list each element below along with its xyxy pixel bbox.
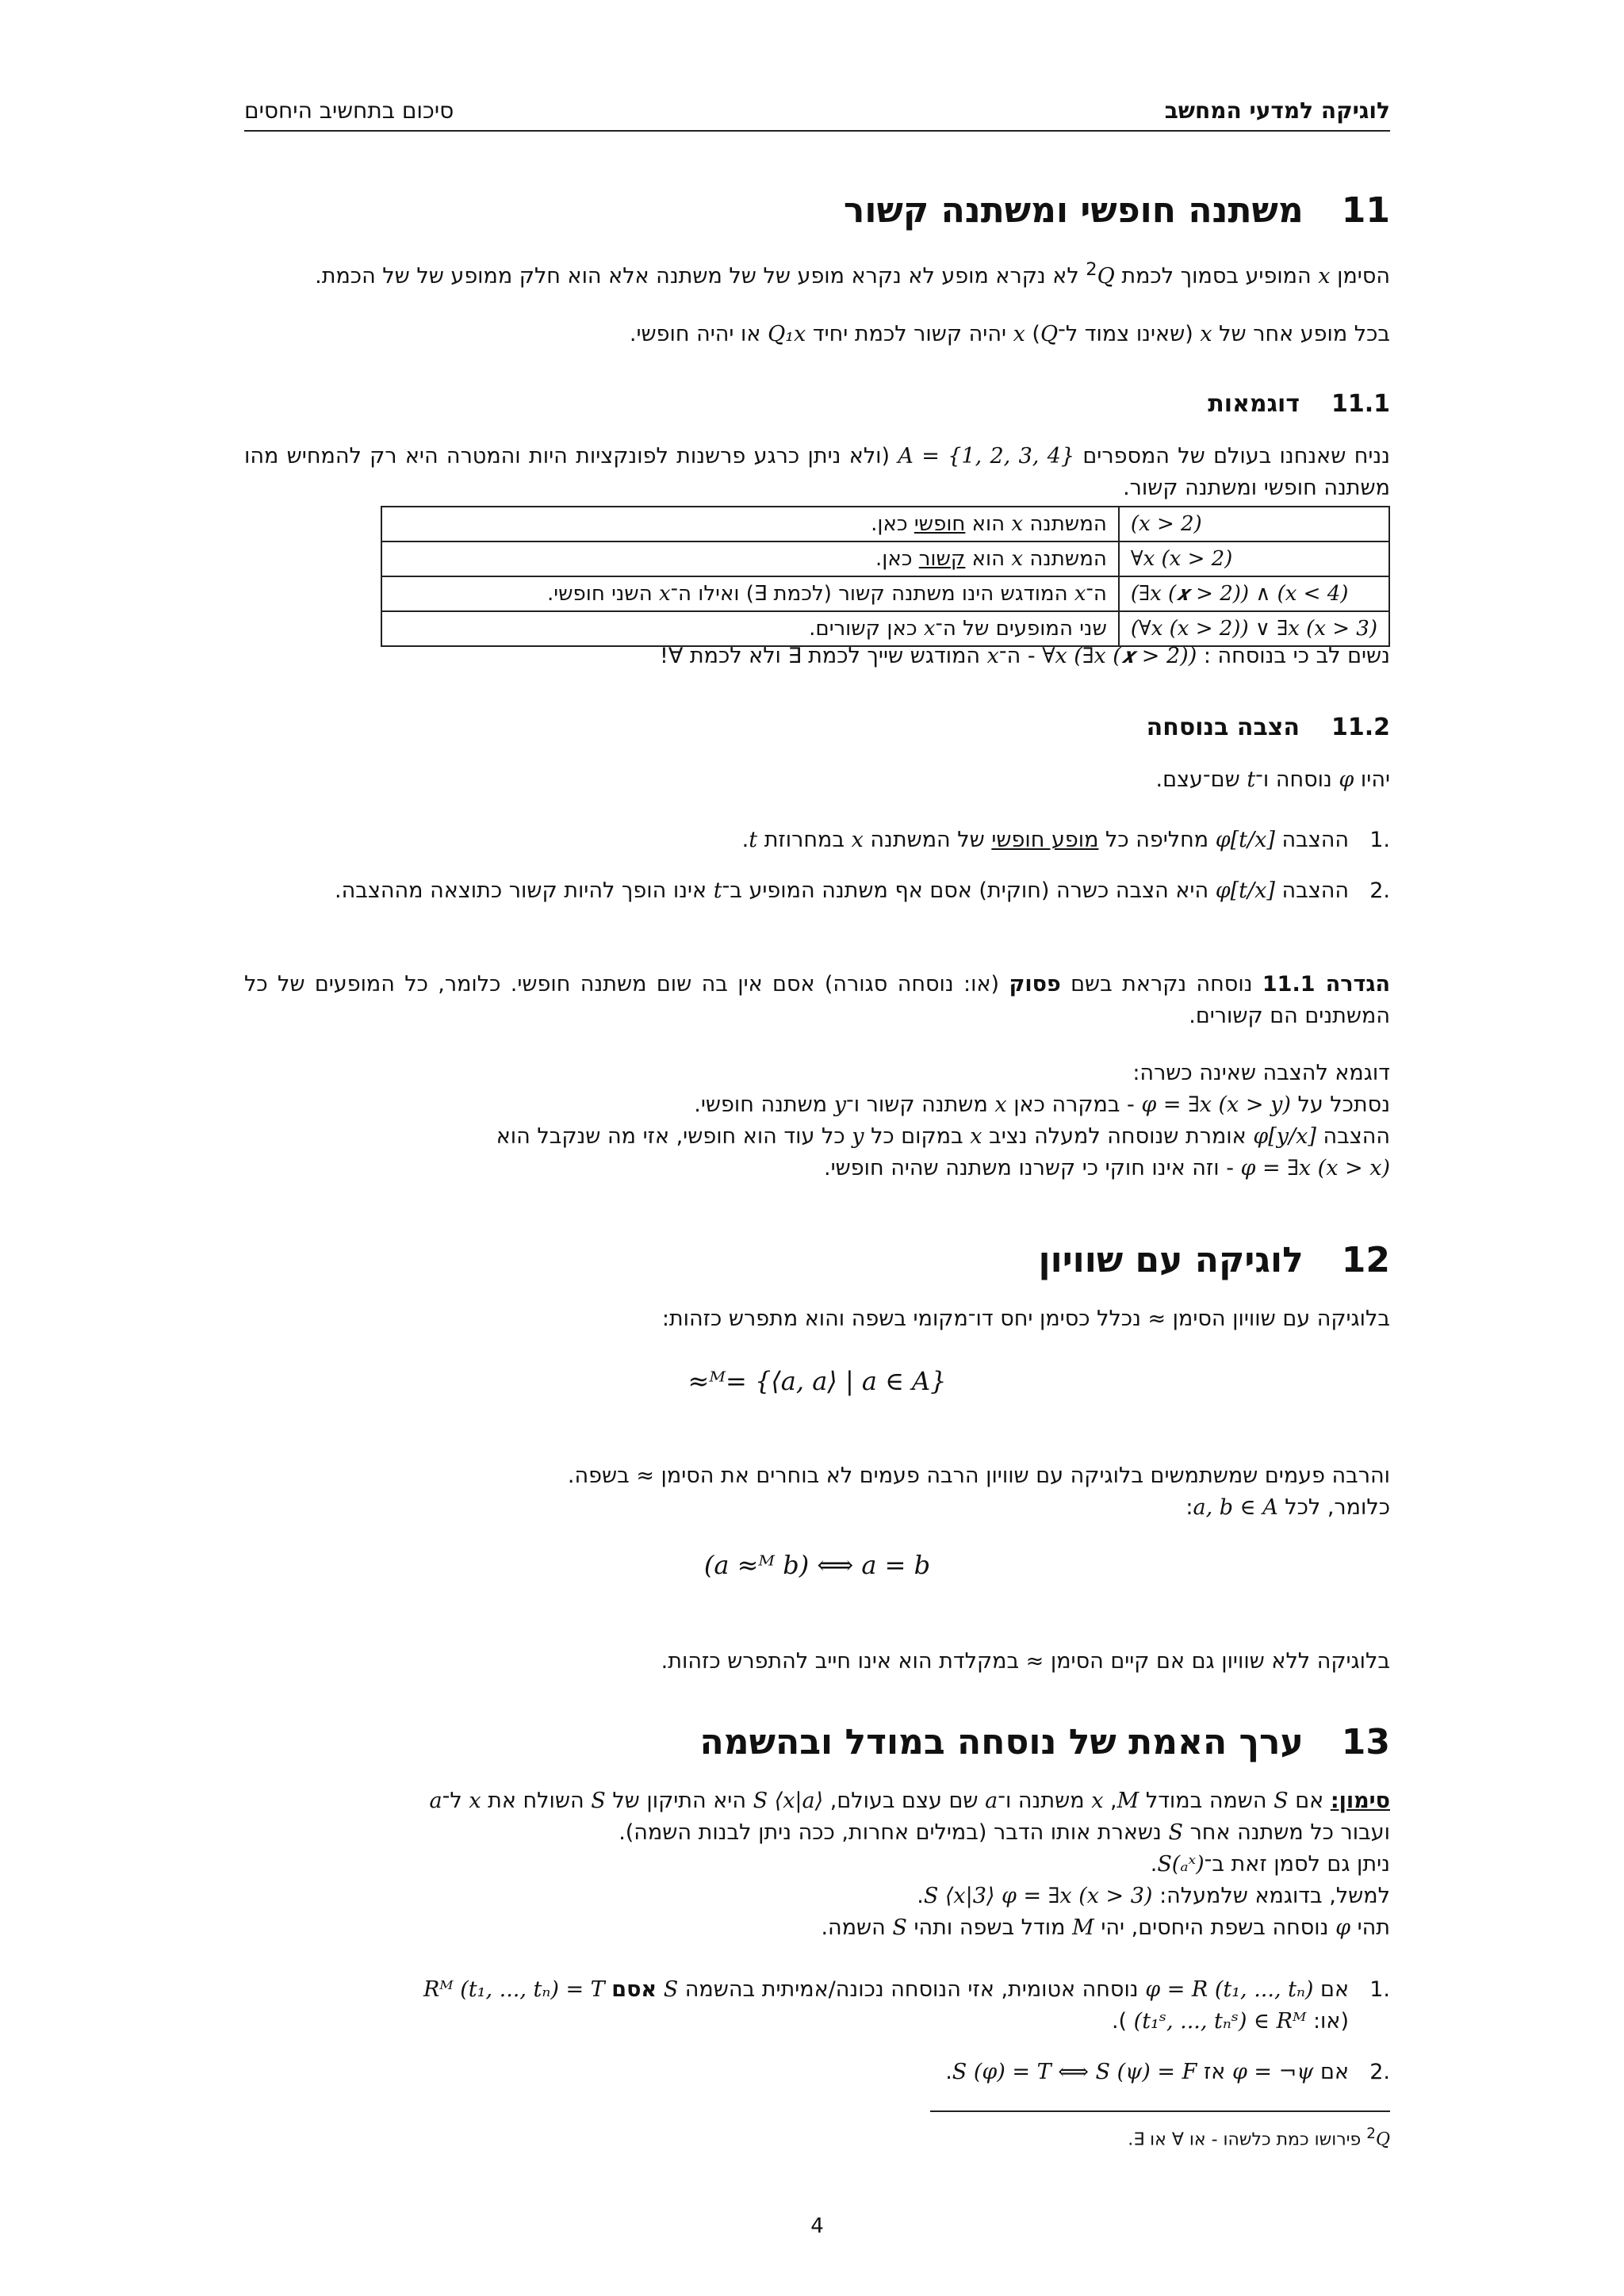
section-13-heading: 13ערך האמת של נוסחה במודל ובהשמה — [699, 1722, 1390, 1762]
footnote: $Q^2$ פירושו כמת כלשהו - או ∀ או ∃. — [1128, 2126, 1390, 2150]
bad-substitution-example: דוגמא להצבה שאינה כשרה: נסתכל על φ = ∃x (x > y) - במקרה כאן x משתנה קשור ו־y משתנה חופשי. ההצבה φ[y/x] אומרת שנוסחה למעלה נציב x במקום כל y כל עוד הוא חופשי, אזי מה שנקבל הוא φ = ∃x (x > x) - וזה אינו חוקי כי קשרנו משתנה שהיה חופשי. — [496, 1061, 1390, 1181]
examples-note: נשים לב כי בנוסחה : ∀x (∃x (𝒙 > 2)) - ה־x המודגש שייך לכמת ∃ ולא לכמת ∀! — [660, 644, 1390, 668]
list-item: .1 אם φ = R (t₁, ..., tₙ) נוסחה אטומית, אזי הנוסחה נכונה/אמיתית בהשמה S אסם Rᴹ (t₁, ..., tₙ) = T (או: (t₁ˢ, ..., tₙˢ) ∈ Rᴹ ). — [423, 1977, 1390, 2034]
page-number: 4 — [810, 2214, 824, 2238]
footnote-rule — [930, 2110, 1390, 2112]
list-item: .1 ההצבה φ[t/x] מחליפה כל מופע חופשי של המשתנה x במחרוזת t. — [741, 828, 1390, 852]
equality-paragraph-3: כלומר, לכל a, b ∈ A: — [1185, 1495, 1390, 1520]
section-11-paragraph-2: בכל מופע אחר של x (שאינו צמוד ל־Q) x יהיה קשור לכמת יחיד Q₁x או יהיה חופשי. — [629, 322, 1390, 346]
subsection-11-2-heading: 11.2הצבה בנוסחה — [1146, 714, 1390, 741]
section-12-heading: 12לוגיקה עם שוויון — [1038, 1240, 1390, 1280]
equality-paragraph-1: בלוגיקה עם שוויון הסימן ≈ נכלל כסימן יחס דו־מקומי בשפה והוא מתפרש כזהות: — [661, 1307, 1390, 1331]
table-row: (∀x (x > 2)) ∨ ∃x (x > 3) שני המופעים של ה־x כאן קשורים. — [381, 611, 1389, 646]
substitution-intro: יהיו φ נוסחה ו־t שם־עצם. — [1155, 767, 1390, 792]
section-11-paragraph-1: הסימן x המופיע בסמוך לכמת $Q^2$ לא נקרא מופע לא נקרא מופע של של משתנה אלא הוא חלק ממופע של של הכמת. — [315, 259, 1390, 289]
equality-paragraph-4: בלוגיקה ללא שוויון גם אם קיים הסימן ≈ במקלדת הוא אינו חייב להתפרש כזהות. — [661, 1649, 1390, 1674]
table-row: (∃x (𝒙 > 2)) ∧ (x < 4) ה־x המודגש הינו משתנה קשור (לכמת ∃) ואילו ה־x השני חופשי. — [381, 576, 1389, 611]
header-course-title: לוגיקה למדעי המחשב — [1164, 98, 1390, 124]
examples-table — [381, 506, 1390, 647]
equality-definition-formula: ≈ᴹ= {⟨a, a⟩ | a ∈ A} — [688, 1366, 947, 1396]
table-row: ∀x (x > 2) המשתנה x הוא קשור כאן. — [381, 541, 1389, 576]
header-chapter-title: סיכום בתחשיב היחסים — [244, 98, 454, 124]
running-header — [244, 94, 1390, 132]
list-item: .2 ההצבה φ[t/x] היא הצבה כשרה (חוקית) אסם אף משתנה המופיע ב־t אינו הופך להיות קשור כתוצאה מההצבה. — [335, 878, 1390, 903]
equality-paragraph-2: והרבה פעמים שמשתמשים בלוגיקה עם שוויון הרבה פעמים לא בוחרים את הסימן ≈ בשפה. — [567, 1464, 1390, 1488]
examples-intro: נניח שאנחנו בעולם של המספרים A = {1, 2, 3, 4} (ולא ניתן כרגע פרשנות לפונקציות היות והמטרה היא רק להמחיש מהו משתנה חופשי ומשתנה קשור. — [244, 444, 1390, 500]
section-11-heading: 11משתנה חופשי ומשתנה קשור — [843, 190, 1390, 231]
page — [244, 0, 1390, 2296]
equality-iff-formula: (a ≈ᴹ b) ⟺ a = b — [703, 1550, 931, 1580]
subsection-11-1-heading: 11.1דוגמאות — [1208, 390, 1390, 418]
definition-11-1: הגדרה 11.1 נוסחה נקראת בשם פסוק (או: נוסחה סגורה) אסם אין בה שום משתנה חופשי. כלומר, כל המופעים של כל המשתנים הם קשורים. — [244, 972, 1390, 1028]
list-item: .2 אם φ = ¬ψ אז S (φ) = T ⟺ S (ψ) = F. — [945, 2060, 1390, 2084]
table-row: (x > 2) המשתנה x הוא חופשי כאן. — [381, 507, 1389, 541]
notation-paragraph: סימון: אם S השמה במודל M, x משתנה ו־a שם עצם בעולם, S ⟨x|a⟩ היא התיקון של S השולח את x ל־a ועבור כל משתנה אחר S נשארת אותו הדבר (במילים אחרות, ככה ניתן לבנות השמה). ניתן גם לסמן זאת ב־S(ₐˣ). למשל, בדוגמא שלמעלה: S ⟨x|3⟩ φ = ∃x (x > 3). תהי φ נוסחה בשפת היחסים, יהי M מודל בשפה ותהי S השמה. — [429, 1789, 1390, 1940]
